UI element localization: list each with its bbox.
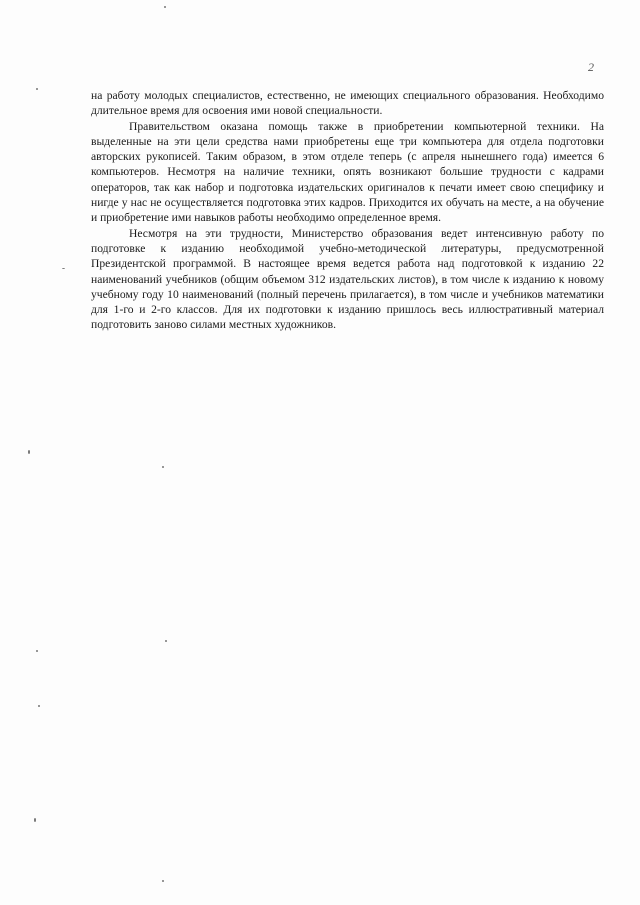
paragraph-2: Правительством оказана помощь также в приобретении компьютерной техники. На выделенные на эти цели средства нами приобретены еще три компьютера для отдела подготовки авторских рукописей. Таким образом, в этом отделе теперь (с апреля нынешнего года) имеется 6 компьютеров. Несмотря на наличие техники, опять возникают большие трудности с кадрами операторов, так как набор и подготовка издательских оригиналов к печати имеет свою специфику и нигде у нас не осуществляется подготовка этих кадров. Приходится их обучать на месте, а на обучение и приобретение ими навыков работы необходимо определенное время. <box>91 119 604 225</box>
scan-speck <box>34 818 36 822</box>
scan-speck <box>162 880 164 882</box>
scan-speck <box>164 6 166 8</box>
scan-speck <box>62 268 65 269</box>
scan-speck <box>38 705 40 707</box>
paragraph-3: Несмотря на эти трудности, Министерство образования ведет интенсивную работу по подготовке к изданию необходимой учебно-методической литературы, предусмотренной Президентской программой. В настоящее время ведется работа над подготовкой к изданию 22 наименований учебников (общим объемом 312 издательских листов), в том числе к изданию к новому учебному году 10 наименований (полный перечень прилагается), в том числе и учебников математики для 1-го и 2-го классов. Для их подготовки к изданию пришлось весь иллюстративный материал подготовить заново силами местных художников. <box>91 226 604 332</box>
scan-speck <box>162 466 164 468</box>
body-text <box>91 88 604 333</box>
scan-speck <box>36 88 38 90</box>
scan-speck <box>36 650 38 652</box>
scan-speck <box>165 640 167 642</box>
scan-speck <box>28 450 30 454</box>
paragraph-1: на работу молодых специалистов, естественно, не имеющих специального образования. Необходимо длительное время для освоения ими новой специальности. <box>91 89 604 118</box>
page-number: 2 <box>588 60 594 74</box>
